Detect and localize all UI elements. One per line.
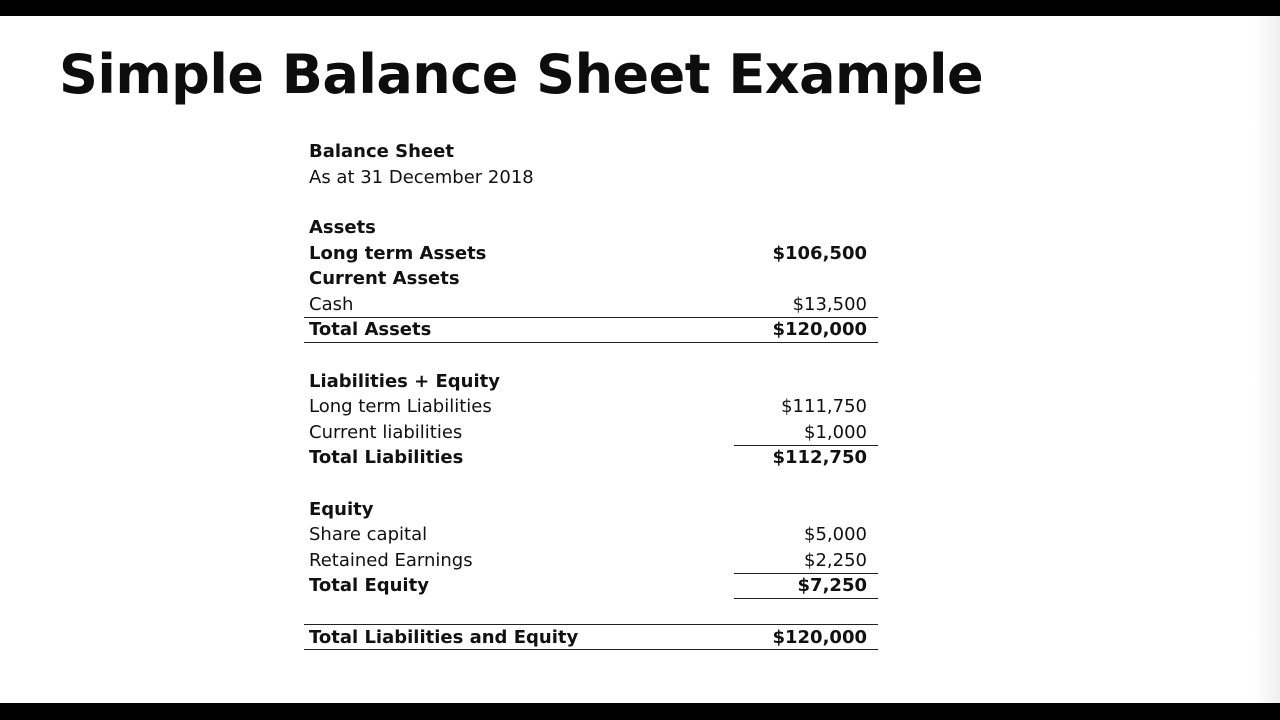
share-capital-label: Share capital: [309, 524, 428, 546]
cash-label: Cash: [309, 293, 354, 315]
total-equity-bottom-rule: [734, 598, 878, 599]
total-liabilities-label: Total Liabilities: [309, 447, 464, 469]
liabilities-section-label: Liabilities + Equity: [309, 370, 500, 392]
total-assets-label: Total Assets: [309, 319, 432, 341]
cash-row: [309, 292, 867, 318]
assets-section-label: Assets: [309, 217, 376, 238]
long-term-liabilities-row: [309, 394, 867, 420]
sheet-date: As at 31 December 2018: [309, 166, 534, 188]
grand-total-bottom-rule: [304, 649, 878, 650]
long-term-assets-label: Long term Assets: [309, 242, 487, 264]
sheet-heading: Balance Sheet: [309, 141, 454, 162]
current-liabilities-amount: $1,000: [804, 421, 867, 443]
share-capital-amount: $5,000: [804, 524, 867, 546]
long-term-assets-amount: $106,500: [772, 242, 867, 264]
current-liabilities-row: [309, 420, 867, 446]
balance-sheet-heading: [309, 139, 534, 190]
current-assets-row: [309, 266, 867, 292]
cash-amount: $13,500: [792, 293, 867, 315]
grand-total-label: Total Liabilities and Equity: [309, 626, 579, 648]
long-term-assets-row: [309, 241, 867, 267]
total-assets-amount: $120,000: [772, 319, 867, 341]
total-equity-row: [309, 573, 867, 599]
grand-total-row: [309, 625, 867, 651]
assets-section-row: [309, 215, 867, 241]
letterbox-bottom: [0, 703, 1280, 720]
total-equity-label: Total Equity: [309, 575, 429, 597]
slide-edge-shadow: [1254, 16, 1280, 703]
grand-total-amount: $120,000: [772, 626, 867, 648]
slide-title: Simple Balance Sheet Example: [59, 43, 984, 106]
share-capital-row: [309, 522, 867, 548]
retained-earnings-row: [309, 548, 867, 574]
liabilities-section-row: [309, 369, 867, 395]
total-liabilities-amount: $112,750: [772, 447, 867, 469]
long-term-liabilities-label: Long term Liabilities: [309, 396, 492, 418]
current-liabilities-label: Current liabilities: [309, 421, 463, 443]
letterbox-top: [0, 0, 1280, 16]
retained-earnings-label: Retained Earnings: [309, 549, 473, 571]
long-term-liabilities-amount: $111,750: [781, 396, 867, 418]
current-assets-label: Current Assets: [309, 268, 460, 290]
total-assets-bottom-rule: [304, 342, 878, 343]
equity-section-label: Equity: [309, 498, 374, 520]
total-equity-amount: $7,250: [797, 575, 867, 597]
total-assets-row: [309, 317, 867, 343]
equity-section-row: [309, 497, 867, 523]
total-liabilities-row: [309, 445, 867, 471]
retained-earnings-amount: $2,250: [804, 549, 867, 571]
